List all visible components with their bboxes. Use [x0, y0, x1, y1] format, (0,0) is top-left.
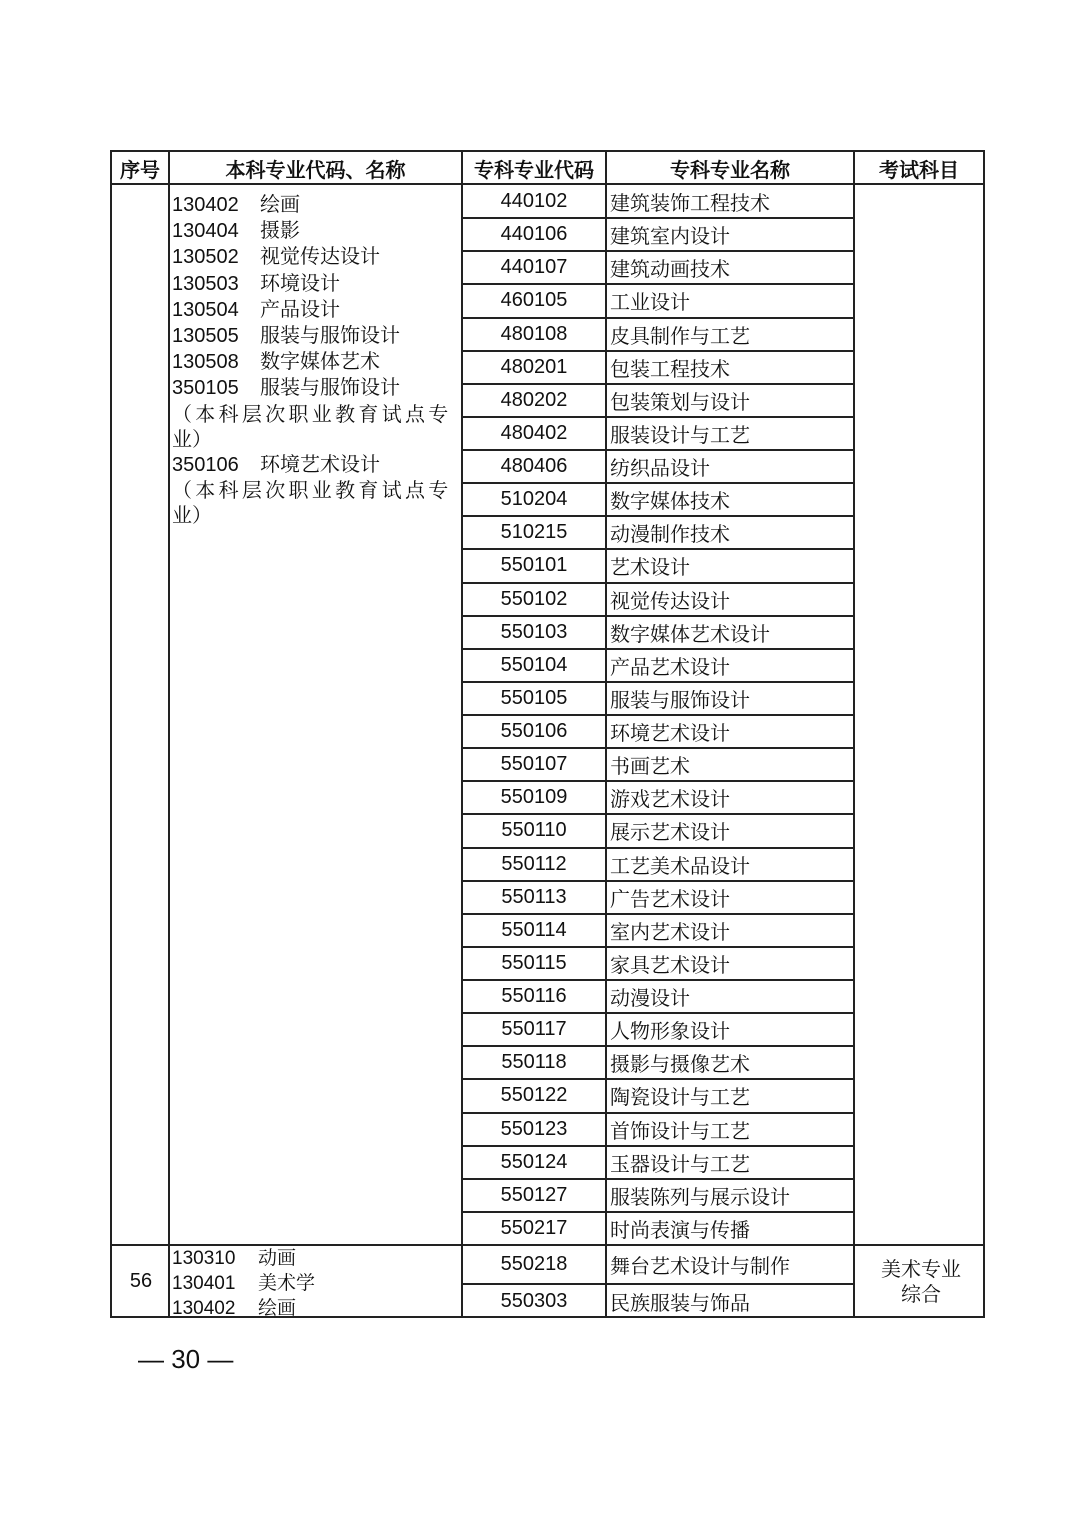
header-subject: 考试科目	[879, 158, 959, 182]
major-name-cell: 服装陈列与展示设计	[610, 1184, 790, 1209]
major-name-cell: 室内艺术设计	[610, 919, 730, 944]
major-code-cell: 440102	[500, 190, 568, 213]
undergrad-name: 绘画	[258, 1297, 297, 1319]
major-name-cell: 视觉传达设计	[610, 588, 730, 613]
undergrad-name: 产品设计	[260, 296, 340, 321]
major-name-cell: 玉器设计与工艺	[610, 1151, 750, 1176]
group2-undergrad-list	[172, 1246, 464, 1321]
undergrad-name: 环境设计	[260, 270, 340, 295]
undergrad-code: 130502	[172, 246, 239, 269]
major-code-cell: 510204	[500, 488, 568, 511]
major-code-cell: 550113	[501, 885, 567, 908]
major-code-cell: 510215	[500, 521, 568, 544]
subject-line: 美术专业	[881, 1256, 961, 1281]
majors-table	[110, 150, 985, 1318]
major-code-cell: 550217	[500, 1216, 568, 1239]
undergrad-major-line	[172, 271, 464, 297]
undergrad-major-line	[172, 323, 464, 349]
major-name-cell: 陶瓷设计与工艺	[610, 1085, 750, 1110]
undergrad-code: 130404	[172, 220, 239, 243]
undergrad-code: 350106	[172, 454, 239, 477]
undergrad-name: 业）	[172, 503, 212, 528]
undergrad-name: 视觉传达设计	[260, 244, 380, 269]
major-code-cell: 440106	[500, 223, 568, 246]
undergrad-name: 服装与服饰设计	[260, 323, 400, 348]
major-name-cell: 民族服装与饰品	[610, 1290, 750, 1315]
undergrad-major-line	[172, 297, 464, 323]
undergrad-major-line	[172, 402, 464, 427]
undergrad-major-line	[172, 1246, 464, 1271]
undergrad-major-line	[172, 218, 464, 244]
header-name: 专科专业名称	[607, 152, 855, 185]
undergrad-name: 摄影	[260, 218, 300, 243]
undergrad-code: 130508	[172, 351, 239, 374]
major-code-cell: 550123	[500, 1117, 568, 1140]
major-name-cell: 服装与服饰设计	[610, 687, 750, 712]
undergrad-major-line	[172, 1296, 464, 1321]
undergrad-major-line	[172, 192, 464, 218]
undergrad-name: 服装与服饰设计	[260, 375, 400, 400]
column-divider	[168, 152, 170, 1316]
undergrad-code: 130503	[172, 272, 239, 295]
undergrad-name: 数字媒体艺术	[260, 349, 380, 374]
major-code-cell: 550124	[500, 1150, 568, 1173]
major-name-cell: 家具艺术设计	[610, 952, 730, 977]
major-code-cell: 550109	[500, 786, 568, 809]
header-undergrad: 本科专业代码、名称	[170, 152, 463, 185]
major-code-cell: 550110	[501, 819, 567, 842]
major-code-cell: 480201	[500, 355, 568, 378]
major-name-cell: 包装策划与设计	[610, 389, 750, 414]
major-code-cell: 550107	[500, 753, 568, 776]
undergrad-major-line	[172, 1271, 464, 1296]
undergrad-code: 350105	[172, 377, 239, 400]
major-name-cell: 时尚表演与传播	[610, 1217, 750, 1242]
major-name-cell: 工艺美术品设计	[610, 853, 750, 878]
undergrad-name: （本科层次职业教育试点专	[172, 401, 452, 426]
major-name-cell: 服装设计与工艺	[610, 422, 750, 447]
group2-subject	[857, 1245, 985, 1318]
undergrad-major-line	[172, 503, 464, 528]
major-code-cell: 550115	[501, 951, 567, 974]
group1-undergrad-list	[172, 192, 464, 529]
undergrad-name: （本科层次职业教育试点专	[172, 478, 452, 503]
major-name-cell: 舞台艺术设计与制作	[610, 1253, 790, 1278]
undergrad-major-line	[172, 478, 464, 503]
undergrad-code: 130402	[172, 194, 239, 216]
major-name-cell: 人物形象设计	[610, 1019, 730, 1044]
major-code-cell: 480202	[500, 388, 568, 411]
undergrad-name: 美术学	[258, 1272, 316, 1294]
major-code-cell: 550104	[500, 653, 568, 676]
major-name-cell: 游戏艺术设计	[610, 787, 730, 812]
undergrad-name: 动画	[258, 1247, 297, 1269]
major-name-cell: 数字媒体技术	[610, 489, 730, 514]
row-divider	[461, 1283, 855, 1285]
column-divider	[853, 152, 855, 1316]
undergrad-major-line	[172, 375, 464, 401]
major-code-cell: 460105	[500, 289, 568, 312]
undergrad-name: 业）	[172, 426, 212, 451]
undergrad-name: 绘画	[260, 192, 300, 216]
major-name-cell: 建筑动画技术	[610, 257, 730, 282]
undergrad-major-line	[172, 244, 464, 270]
page-number: — 30 —	[138, 1344, 234, 1374]
major-name-cell: 书画艺术	[610, 754, 690, 779]
major-name-cell: 纺织品设计	[610, 456, 710, 481]
undergrad-major-line	[172, 349, 464, 375]
major-code-cell: 550118	[501, 1051, 567, 1074]
major-name-cell: 动漫设计	[610, 986, 690, 1011]
major-name-cell: 数字媒体艺术设计	[610, 621, 770, 646]
subject-line: 综合	[901, 1281, 941, 1306]
major-code-cell: 550101	[500, 554, 568, 577]
major-code-cell: 440107	[500, 256, 568, 279]
major-name-cell: 工业设计	[610, 290, 690, 315]
major-code-cell: 550303	[500, 1289, 568, 1312]
major-name-cell: 建筑装饰工程技术	[610, 191, 770, 216]
undergrad-name: 环境艺术设计	[260, 452, 380, 477]
major-name-cell: 环境艺术设计	[610, 721, 730, 746]
undergrad-major-line	[172, 427, 464, 452]
major-code-cell: 550105	[500, 686, 568, 709]
major-name-cell: 艺术设计	[610, 555, 690, 580]
major-code-cell: 480406	[500, 455, 568, 478]
undergrad-code: 130504	[172, 298, 239, 321]
major-name-cell: 皮具制作与工艺	[610, 323, 750, 348]
major-name-cell: 首饰设计与工艺	[610, 1118, 750, 1143]
major-code-cell: 480402	[500, 421, 568, 444]
major-code-cell: 550106	[500, 720, 568, 743]
major-name-cell: 建筑室内设计	[610, 224, 730, 249]
undergrad-code: 130402	[172, 1298, 236, 1319]
major-code-cell: 550103	[500, 620, 568, 643]
major-name-cell: 展示艺术设计	[610, 820, 730, 845]
major-code-cell: 480108	[500, 322, 568, 345]
major-code-cell: 550116	[501, 985, 567, 1008]
major-code-cell: 550122	[500, 1084, 568, 1107]
undergrad-code: 130505	[172, 325, 239, 348]
major-code-cell: 550112	[501, 852, 567, 875]
major-code-cell: 550102	[500, 587, 568, 610]
major-name-cell: 广告艺术设计	[610, 886, 730, 911]
major-name-cell: 包装工程技术	[610, 356, 730, 381]
undergrad-major-line	[172, 452, 464, 478]
major-name-cell: 摄影与摄像艺术	[610, 1052, 750, 1077]
major-name-cell: 动漫制作技术	[610, 522, 730, 547]
header-code: 专科专业代码	[463, 152, 607, 185]
group2-seq: 56	[129, 1270, 153, 1292]
major-name-cell: 产品艺术设计	[610, 654, 730, 679]
header-seq: 序号	[112, 152, 170, 185]
undergrad-code: 130310	[172, 1248, 236, 1269]
major-code-cell: 550117	[501, 1018, 567, 1041]
major-code-cell: 550127	[500, 1183, 568, 1206]
major-code-cell: 550218	[500, 1252, 568, 1275]
major-code-cell: 550114	[501, 918, 567, 941]
undergrad-code: 130401	[172, 1273, 236, 1294]
